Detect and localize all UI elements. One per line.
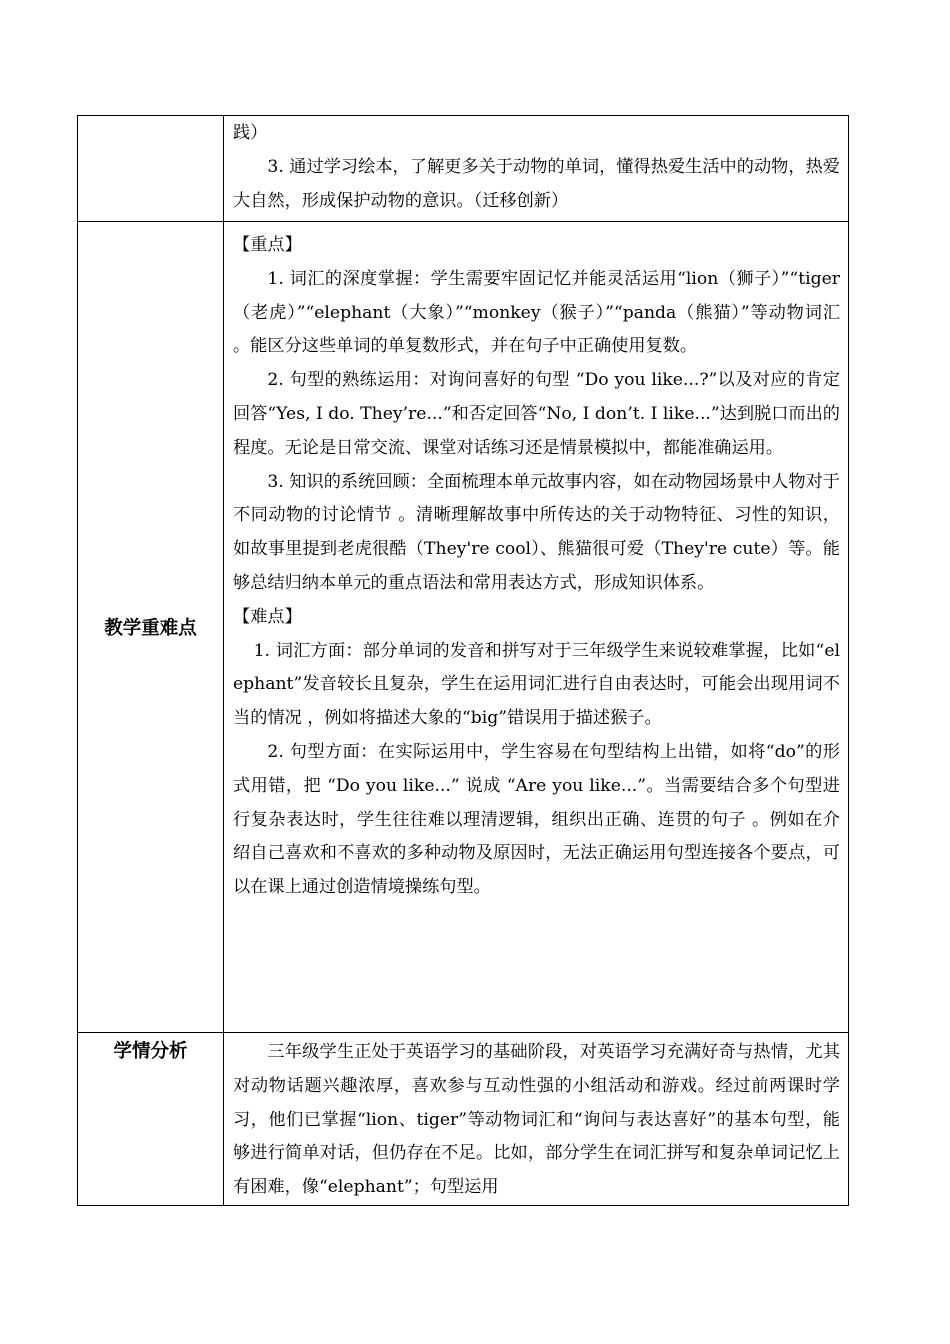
row-label-cell-student-analysis [78,1033,224,1206]
row-label-student-analysis: 学情分析 [113,1041,188,1062]
student-analysis-text: 三年级学生正处于英语学习的基础阶段，对英语学习充满好奇与热情，尤其对动物话题兴趣浓厚，喜欢参与互动性强的小组活动和游戏。经过前两课时学习，他们已掌握“lion、tiger”等动物词汇和“询问与表达喜好”的基本句型，能够进行简单对话，但仍存在不足。比如，部分学生在词汇拼写和复杂单词记忆上有困难，像“elephant”；句型运用 [233,1042,840,1198]
row-label-cell-empty [78,116,224,222]
key-point-1: 1. 词汇的深度掌握：学生需要牢固记忆并能灵活运用“lion（狮子）”“tiger（老虎）”“elephant（大象）”“monkey（猴子）”“panda（熊猫）”等动物词汇 。能区分这些单词的单复数形式，并在句子中正确使用复数。 [233,268,840,357]
key-points-heading: 【重点】 [233,235,302,255]
objectives-content-cell [224,116,849,222]
difficult-points-heading: 【难点】 [233,606,302,627]
table-row-key-difficult-points [78,222,849,1033]
table-row-objectives-continued [78,116,849,222]
key-point-3: 3. 知识的系统回顾：全面梳理本单元故事内容，如在动物园场景中人物对于不同动物的讨论情节 。清晰理解故事中所传达的关于动物特征、习性的知识，如故事里提到老虎很酷（They're cool）、熊猫很可爱（They're cute）等。能够总结归纳本单元的重点语法和常用表达方式，形成知识体系。 [233,471,840,593]
lesson-plan-table [77,115,849,1206]
objective-item-3: 3. 通过学习绘本，了解更多关于动物的单词，懂得热爱生活中的动物，热爱大自然，形成保护动物的意识。（迁移创新） [233,156,840,211]
difficult-point-2: 2. 句型方面：在实际运用中，学生容易在句型结构上出错，如将“do”的形式用错，把 “Do you like...” 说成 “Are you like...”。当需要结合多个句型进行复杂表达时，学生往往难以理清逻辑，组织出正确、连贯的句子 。例如在介绍自己喜欢和不喜欢的多种动物及原因时，无法正确运用句型连接各个要点，可以在课上通过创造情境操练句型。 [233,741,840,898]
table-row-student-analysis [78,1033,849,1206]
objective-line-continued: 践） [233,123,268,143]
key-difficult-content-cell [224,222,849,1033]
student-analysis-content-cell [224,1033,849,1206]
row-label-cell-key-difficult [78,222,224,1033]
row-label-key-difficult: 教学重难点 [104,618,197,639]
difficult-point-1: 1. 词汇方面：部分单词的发音和拼写对于三年级学生来说较难掌握，比如“elephant”发音较长且复杂，学生在运用词汇进行自由表达时，可能会出现用词不当的情况 ，例如将描述大象的“big”错误用于描述猴子。 [233,640,840,729]
key-point-2: 2. 句型的熟练运用：对询问喜好的句型 “Do you like...?”以及对应的肯定回答“Yes, I do. They’re...”和否定回答“No, I don’t. I like...”达到脱口而出的程度。无论是日常交流、课堂对话练习还是情景模拟中，都能准确运用。 [233,370,840,458]
